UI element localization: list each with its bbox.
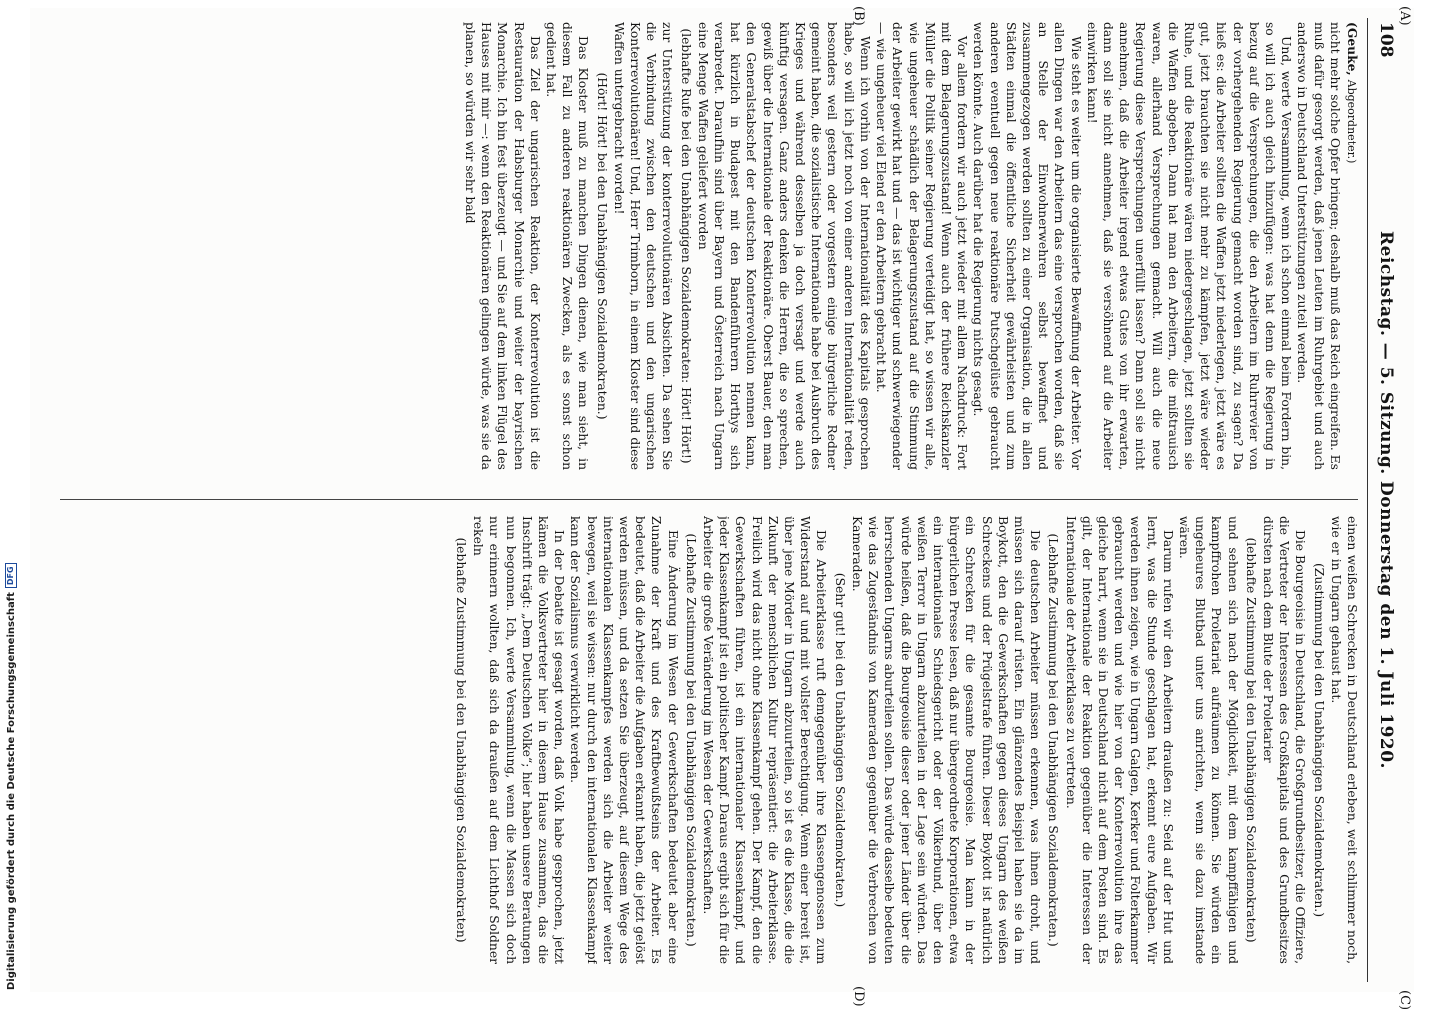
page-header [1370,8,1400,992]
interjection: (Lebhafte Zustimmung bei den Unabhängigen Sozialdemokraten.) [1046,533,1061,947]
left-column [60,22,1360,470]
paragraph: Und, werte Versammlung, wenn ich schon einmal beim Fordern bin, so will ich auch gleich hinzufügen: was hat denn die Regierung in bezug auf die Versprechungen, die den Arbeitern im Ruhrrevier von der vorhergehenden Regierung gemacht worden sind, zu sagen? Da hieß es: die Arbeiter sollten die Waffen jetzt niederlegen, jetzt wäre es gut, jetzt brauchten sie nicht mehr zu kämpfen, jetzt wäre wieder Ruhe, und die Reaktionäre wären niedergeschlagen, jetzt sollten sie die Waffen abgeben. Dann hat man den Arbeitern, die mißtrauisch waren, allerhand Versprechungen gemacht. Will auch die neue Regierung diese Versprechungen unerfüllt lassen? Dann soll sie nicht annehmen, daß die Arbeiter irgend etwas Gutes von ihr erwarten, dann soll sie nicht annehmen, daß sie versöhnend auf die Arbeiter einwirken kann! [1084,22,1294,470]
page-number: 108 [1376,22,1396,58]
speaker-name: (Geuke, [1345,22,1360,76]
margin-letter-c: (C) [1397,990,1412,1010]
paragraph: Wie steht es weiter um die organisierte Bewaffnung der Arbeiter. Vor allen Dingen war den Arbeitern das eine versprochen worden, daß sie an Stelle der Einwohnerwehren selbst bewaffnet und zusammengezogen werden sollten zu einer Organisation, die in allen Städten einmal die öffentliche Sicherheit gewährleisten und zum anderen eventuell gegen neue reaktionäre Putschgelüste gebraucht werden könnte. Auch darüber hat die Regierung nichts gesagt. [971,22,1083,470]
interjection: (lebhafte Zustimmung bei den Unabhängigen Sozialdemokraten) [1243,537,1258,943]
paragraph: Die deutschen Arbeiter müssen erkennen, was ihnen droht, und müssen sich darauf rüsten. Ein glänzendes Beispiel haben sie da im Boykott, den die Gewerkschaften gegen dieses Ungarn des weißen Schreckens und der Prügelstrafe führen. Dieser Boykott ist natürlich ein Schrecken für die gesamte Bourgeoisie. Man kann in der bürgerlichen Presse lesen, daß nur übergeordnete Korporationen, etwa ein internationales Schiedsgericht oder der Völkerbund, über den weißen Terror in Ungarn abzuurteilen in der Lage sein würden. Das würde heißen, daß die Bourgeoisie dieser oder jener Länder über die herrschenden Ungarns aburteilen sollen. Das würde dasselbe bedeuten wie das Zugeständnis von Kameraden gegenüber die Verbrechen von Kameraden. [849,516,1043,964]
paragraph: Wenn ich vorhin von der Internationalität des Kapitals gesprochen habe, so will ich jetzt noch von einer anderen Internationalität reden, besonders weil gestern oder vorgestern einige bürgerliche Redner gemeint haben, die sozialistische Internationale habe bei Ausbruch des Krieges und während desselben ja doch versagt und werde auch künftig versagen. Ganz anders denken die Herren, die so sprechen, gewiß über die Internationale der Reaktionäre. Oberst Bauer, den man den Generalstabschef der deutschen Konterrevolution nennen kann, hat kürzlich in Budapest mit den Bandenführern Horthys sich verabredet. Daraufhin sind über Bayern und Österreich nach Ungarn eine Menge Waffen geliefert worden [695,22,872,470]
paragraph: Das Ziel der ungarischen Reaktion, der Konterrevolution ist die Restauration der Habsburger Monarchie und weiter der bayrischen Monarchie. Ich bin fest überzeugt — und Sie auf dem linken Flügel des Hauses mit mir —: wenn den Reaktionären gelingen würde, was sie da planen, so würden wir sehr bald [463,22,542,470]
interjection: (Lebhafte Zustimmung bei den Unabhängigen Sozialdemokraten.) [683,533,698,947]
interjection: (lebhafte Zustimmung bei den Unabhängigen Sozialdemokraten) [454,537,469,943]
right-column [60,516,1360,964]
column-divider [60,499,1358,500]
interjection: (Hört! Hört! bei den Unabhängigen Sozialdemokraten.) [594,72,609,420]
attribution-label: Digitalisierung gefördert durch die Deutsche Forschungsgemeinschaft [5,592,17,990]
paragraph: Die Arbeiterklasse ruft demgegenüber ihre Klassengenossen zum Widerstand auf und mit vollster Berechtigung. Wenn einer bereit ist, über jene Mörder in Ungarn abzuurteilen, so ist es die Klasse, die die Zukunft der menschlichen Kultur repräsentiert: die Arbeiterklasse. Freilich wird das nicht ohne Klassenkampf gehen. Der Kampf, den die Gewerkschaften führen, ist ein internationaler Klassenkampf, und jeder Klassenkampf ist ein politischer Kampf. Daraus ergibt sich für die Arbeiter die große Veränderung im Wesen der Gewerkschaften. [701,516,829,964]
margin-letter-d: (D) [851,986,866,1007]
paragraph: Darum rufen wir den Arbeitern draußen zu: Seid auf der Hut und lernt, was die Stunde geschlagen hat, erkennt eure Aufgaben. Wir werden ihnen zeigen, wie in Ungarn Galgen, Kerker und Folterkammer gebraucht werden und wie hier von der Konterrevolution ihre das gleiche harrt, wenn sie in Deutschland nicht auf dem Posten sind. Es gilt, der Internationale der Reaktion gegenüber die Interessen der Internationale der Arbeiterklasse zu vertreten. [1063,516,1175,964]
interjection: (lebhafte Rufe bei den Unabhängigen Sozialdemokraten: Hört! Hört!) [678,28,693,464]
dfg-logo: DFG [5,563,17,588]
speaker-role: Abgeordneter.) [1345,79,1358,164]
interjection: (Zustimmung bei den Unabhängigen Sozialdemokraten.) [1311,562,1326,918]
margin-letter-b: (B) [851,6,866,26]
paragraph: Eine Änderung im Wesen der Gewerkschaften bedeutet aber eine Zunahme der Kraft und des Kraftbewußtseins der Arbeiter. Es bedeutet, daß die Arbeiter die Aufgaben erkannt haben, die jetzt gelöst werden müssen, und da setzen Sie überzeugt, auf diesem Wege des internationalen Klassenkampfes werden sich die Arbeiter weiter bewegen, weil sie wissen: nur durch den internationalen Klassenkampf kann der Sozialismus verwirklicht werden. [568,516,680,964]
paragraph: und sehnen sich nach der Möglichkeit, mit dem kampffähigen und kampffrohen Proletariat aufräumen zu können. Sie würden ein ungeheures Blutbad unter uns anrichten, wenn sie dazu imstande wären. [1176,516,1240,964]
paragraph: einen weißen Schrecken in Deutschland erleben, weit schlimmer noch, wie er in Ungarn gehaust hat. [1328,516,1359,964]
running-title: Reichstag. — 5. Sitzung. Donnerstag den 1. Juli 1920. [1376,231,1396,769]
paragraph: zur Unterstützung der konterrevolutionären Absichten. Da sehen Sie die Verbindung zwischen den deutschen und den ungarischen Konterrevolutionären! Und, Herr Trimborn, in einem Kloster sind diese Waffen untergebracht worden! [611,22,675,470]
attribution-strip [0,0,22,1000]
margin-letter-a: (A) [1397,6,1412,26]
paragraph: In der Debatte ist gesagt worden, daß Volk habe gesprochen, jetzt kämen die Volksvertreter hier in diesem Hause zusammen, das die Inschrift trägt: „Dem Deutschen Volke“; hier haben unsere Beratungen nun begonnen. Ich, werte Versammlung, wenn die Massen sich doch nur erinnern wollten, daß sich da draußen auf dem Lichthof Soldner rekeln [471,516,567,964]
paragraph: Das Kloster muß zu manchen Dingen dienen, wie man sieht, in diesem Fall zu anderen reaktionären Zwecken, als es sonst schon gedient hat. [544,22,591,470]
paragraph: Die Bourgeoisie in Deutschland, die Großgrundbesitzer, die Offiziere, die Vertreter der Interessen des Großkapitals und des Grundbesitzes dürsten nach dem Blute der Proletarier [1260,516,1308,964]
rotated-page-content [30,6,1414,1010]
speaker-line [1343,22,1360,470]
paragraph: nicht mehr solche Opfer bringen; deshalb muß das Reich eingreifen. Es muß dafür gesorgt werden, daß jenen Leuten im Ruhrgebiet und auch anderswo in Deutschland Unterstützungen zuteil werden. [1295,22,1342,470]
header-rule [1367,18,1368,982]
interjection: (Sehr gut! bei den Unabhängigen Sozialdemokraten.) [832,572,847,908]
document-page [30,6,1414,1010]
paragraph: Vor allem fordern wir auch jetzt wieder mit allem Nachdruck: Fort mit dem Belagerungszustand! Wenn auch der frühere Reichskanzler Müller die Politik seiner Regierung verteidigt hat, so wissen wir alle, wie ungeheuer schädlich der Belagerungszustand auf die Stimmung der Arbeiter gewirkt hat und — das ist wichtiger und schwerwiegender — wie ungeheuer viel Elend er den Arbeitern gebracht hat. [874,22,970,470]
attribution-text [5,563,17,990]
